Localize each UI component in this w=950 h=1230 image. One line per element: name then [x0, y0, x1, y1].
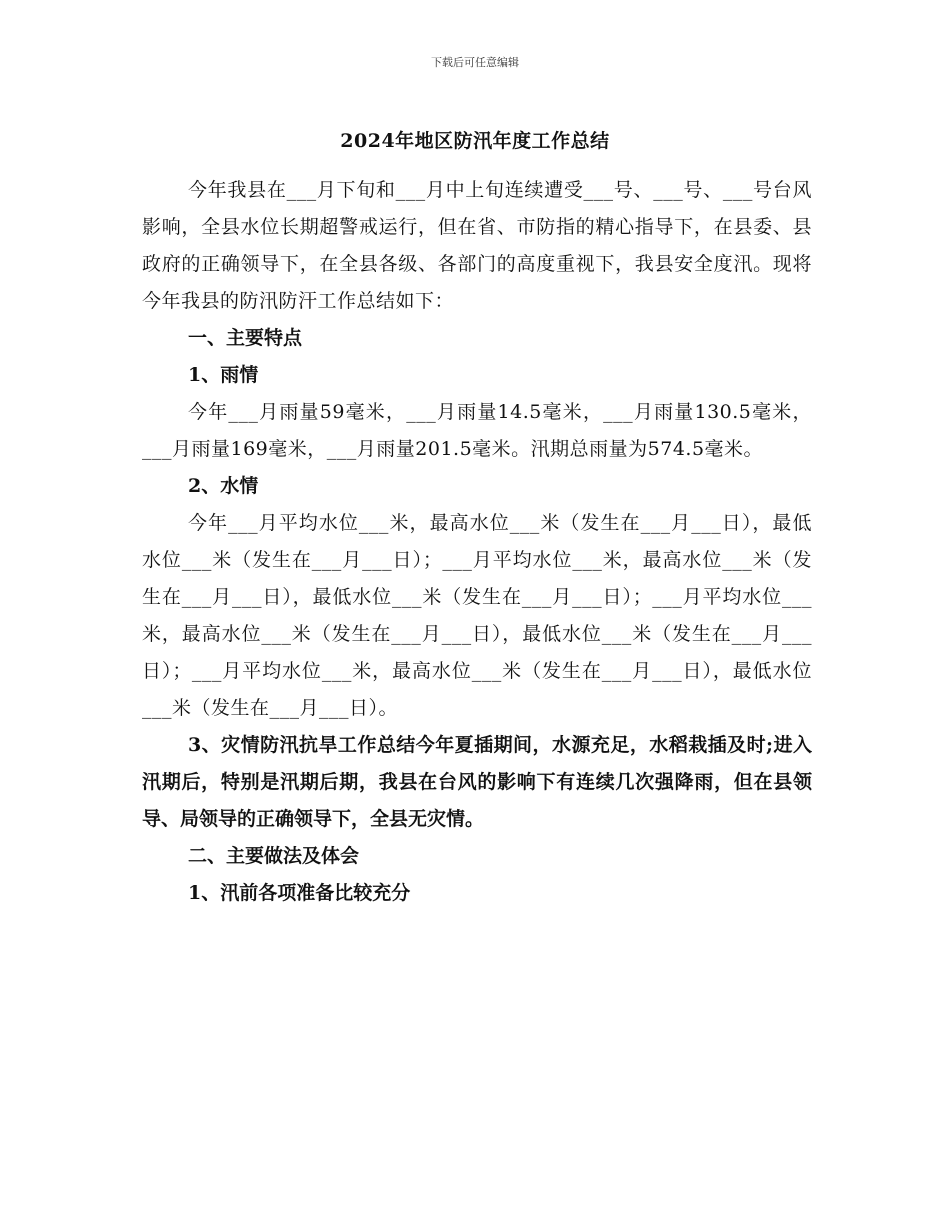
disaster-paragraph: 3、灾情防汛抗旱工作总结今年夏插期间，水源充足，水稻栽插及时;进入汛期后，特别是汛期后期，我县在台风的影响下有连续几次强降雨，但在县领导、局领导的正确领导下，全县无灾情。 — [142, 734, 812, 830]
header-note: 下载后可任意编辑 — [431, 56, 519, 69]
rain-paragraph: 今年___月雨量59毫米，___月雨量14.5毫米，___月雨量130.5毫米，___月雨量169毫米，___月雨量201.5毫米。汛期总雨量为574.5毫米。 — [142, 401, 812, 460]
water-paragraph: 今年___月平均水位___米，最高水位___米（发生在___月___日），最低水位___米（发生在___月___日）；___月平均水位___米，最高水位___米（发生在___月___日），最低水位___米（发生在___月___日）；___月平均水位___米，最高水位___米（发生在___月___日），最低水位___米（发生在___月___日）；___月平均水位___米，最高水位___米（发生在___月___日），最低水位___米（发生在___月___日）。 — [142, 512, 812, 719]
intro-paragraph: 今年我县在___月下旬和___月中上旬连续遭受___号、___号、___号台风影响，全县水位长期超警戒运行，但在省、市防指的精心指导下，在县委、县政府的正确领导下，在全县各级、各部门的高度重视下，我县安全度汛。现将今年我县的防汛防汗工作总结如下： — [142, 179, 812, 312]
rain-heading: 1、雨情 — [188, 364, 259, 386]
document-title: 2024年地区防汛年度工作总结 — [340, 130, 610, 152]
preparation-heading: 1、汛前各项准备比较充分 — [188, 882, 411, 904]
document-body — [142, 172, 812, 912]
water-heading: 2、水情 — [188, 475, 259, 497]
section2-heading: 二、主要做法及体会 — [188, 845, 360, 867]
section1-heading: 一、主要特点 — [188, 327, 303, 349]
